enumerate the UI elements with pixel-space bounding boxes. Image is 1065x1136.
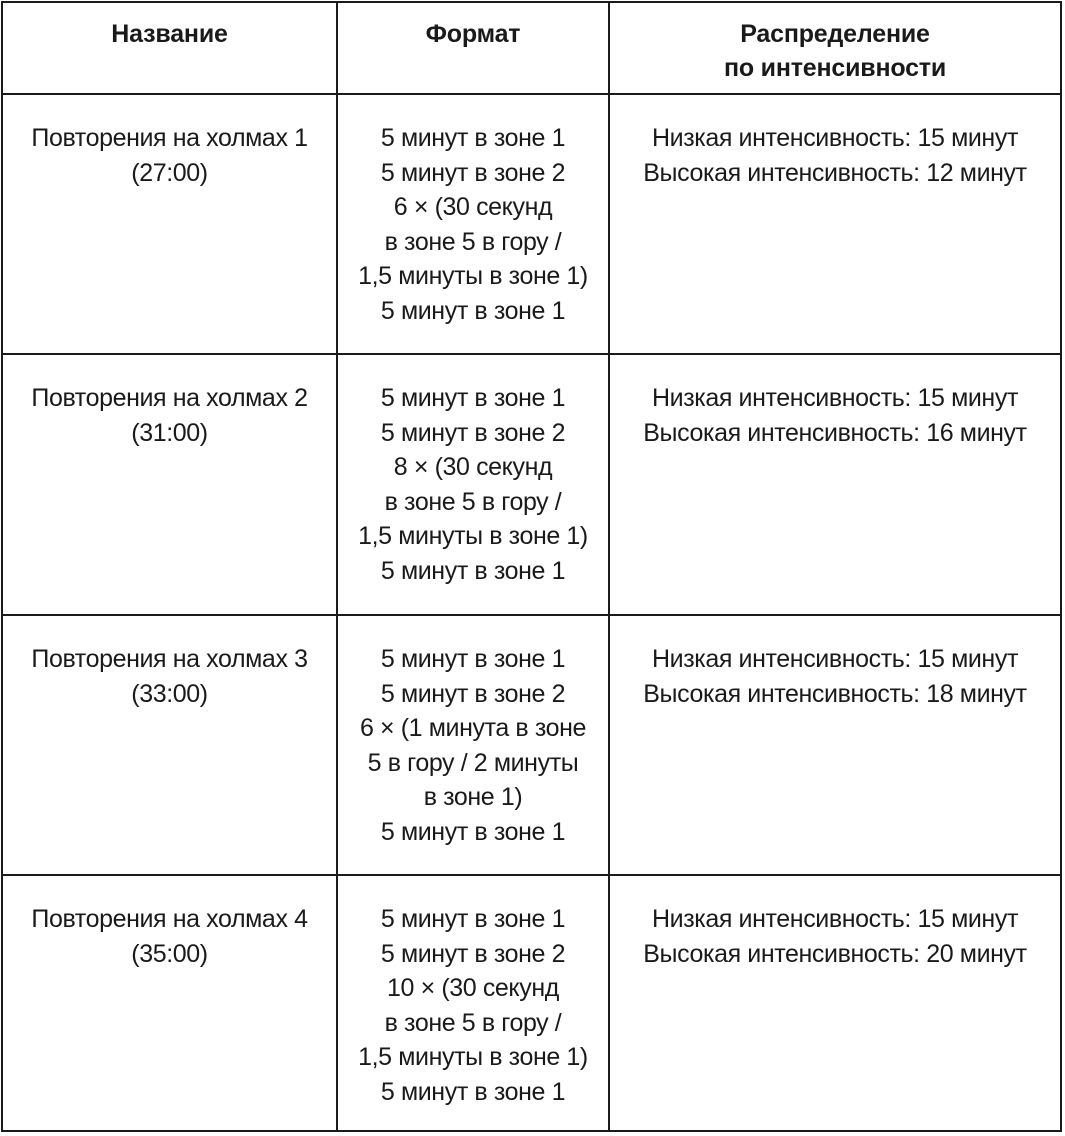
high-intensity: Высокая интенсивность: 18 минут [643, 679, 1027, 708]
header-format-label: Формат [425, 20, 521, 48]
header-name-label: Название [111, 20, 228, 48]
workout-duration: (35:00) [131, 939, 208, 968]
format-line: 5 минут в зоне 1 [380, 384, 566, 412]
format-line: 5 минут в зоне 2 [380, 939, 566, 968]
format-line: 5 минут в зоне 1 [380, 1077, 566, 1106]
row-4-name-cell [3, 876, 338, 1130]
format-line: в зоне 1) [423, 783, 523, 811]
format-line: 5 в гору / 2 минуты [367, 748, 579, 777]
format-line: в зоне 5 в гору / [384, 1008, 562, 1037]
low-intensity: Низкая интенсивность: 15 минут [652, 124, 1018, 152]
row-2-name-cell [3, 355, 338, 616]
row-4-format-cell [338, 876, 610, 1130]
row-3-format-cell [338, 616, 610, 876]
row-1-distribution-cell [610, 95, 1060, 355]
workout-duration: (27:00) [131, 158, 208, 187]
format-line: 5 минут в зоне 2 [380, 679, 566, 708]
workout-name: Повторения на холмах 1 [31, 124, 308, 152]
row-2-distribution-cell [610, 355, 1060, 616]
workout-name: Повторения на холмах 3 [31, 645, 308, 673]
format-line: 1,5 минуты в зоне 1) [358, 262, 588, 290]
format-line: 5 минут в зоне 1 [380, 817, 566, 846]
workout-duration: (31:00) [131, 418, 208, 447]
workout-name: Повторения на холмах 4 [31, 905, 308, 933]
low-intensity: Низкая интенсивность: 15 минут [652, 905, 1018, 933]
high-intensity: Высокая интенсивность: 20 минут [643, 939, 1027, 968]
workout-table [1, 1, 1062, 1132]
header-distribution-line1: Распределение [740, 20, 930, 48]
row-2-format-cell [338, 355, 610, 616]
high-intensity: Высокая интенсивность: 12 минут [643, 158, 1027, 187]
format-line: 1,5 минуты в зоне 1) [358, 522, 588, 550]
low-intensity: Низкая интенсивность: 15 минут [652, 384, 1018, 412]
format-line: 5 минут в зоне 2 [380, 418, 566, 447]
high-intensity: Высокая интенсивность: 16 минут [643, 418, 1027, 447]
row-3-distribution-cell [610, 616, 1060, 876]
row-4-distribution-cell [610, 876, 1060, 1130]
low-intensity: Низкая интенсивность: 15 минут [652, 645, 1018, 673]
row-1-format-cell [338, 95, 610, 355]
format-line: 10 × (30 секунд [387, 974, 559, 1002]
format-line: 5 минут в зоне 1 [380, 296, 566, 325]
format-line: 5 минут в зоне 2 [380, 158, 566, 187]
format-line: 6 × (1 минута в зоне [359, 714, 587, 742]
header-name [3, 3, 338, 95]
format-line: 1,5 минуты в зоне 1) [358, 1043, 588, 1071]
format-line: 5 минут в зоне 1 [380, 645, 566, 673]
format-line: 5 минут в зоне 1 [380, 124, 566, 152]
header-distribution [610, 3, 1060, 95]
format-line: 5 минут в зоне 1 [380, 905, 566, 933]
header-format [338, 3, 610, 95]
format-line: в зоне 5 в гору / [384, 227, 562, 256]
workout-duration: (33:00) [131, 679, 208, 708]
format-line: 6 × (30 секунд [393, 193, 553, 221]
workout-name: Повторения на холмах 2 [31, 384, 308, 412]
row-3-name-cell [3, 616, 338, 876]
header-distribution-line2: по интенсивности [723, 54, 947, 82]
format-line: 8 × (30 секунд [393, 453, 553, 481]
row-1-name-cell [3, 95, 338, 355]
format-line: 5 минут в зоне 1 [380, 556, 566, 585]
format-line: в зоне 5 в гору / [384, 487, 562, 516]
